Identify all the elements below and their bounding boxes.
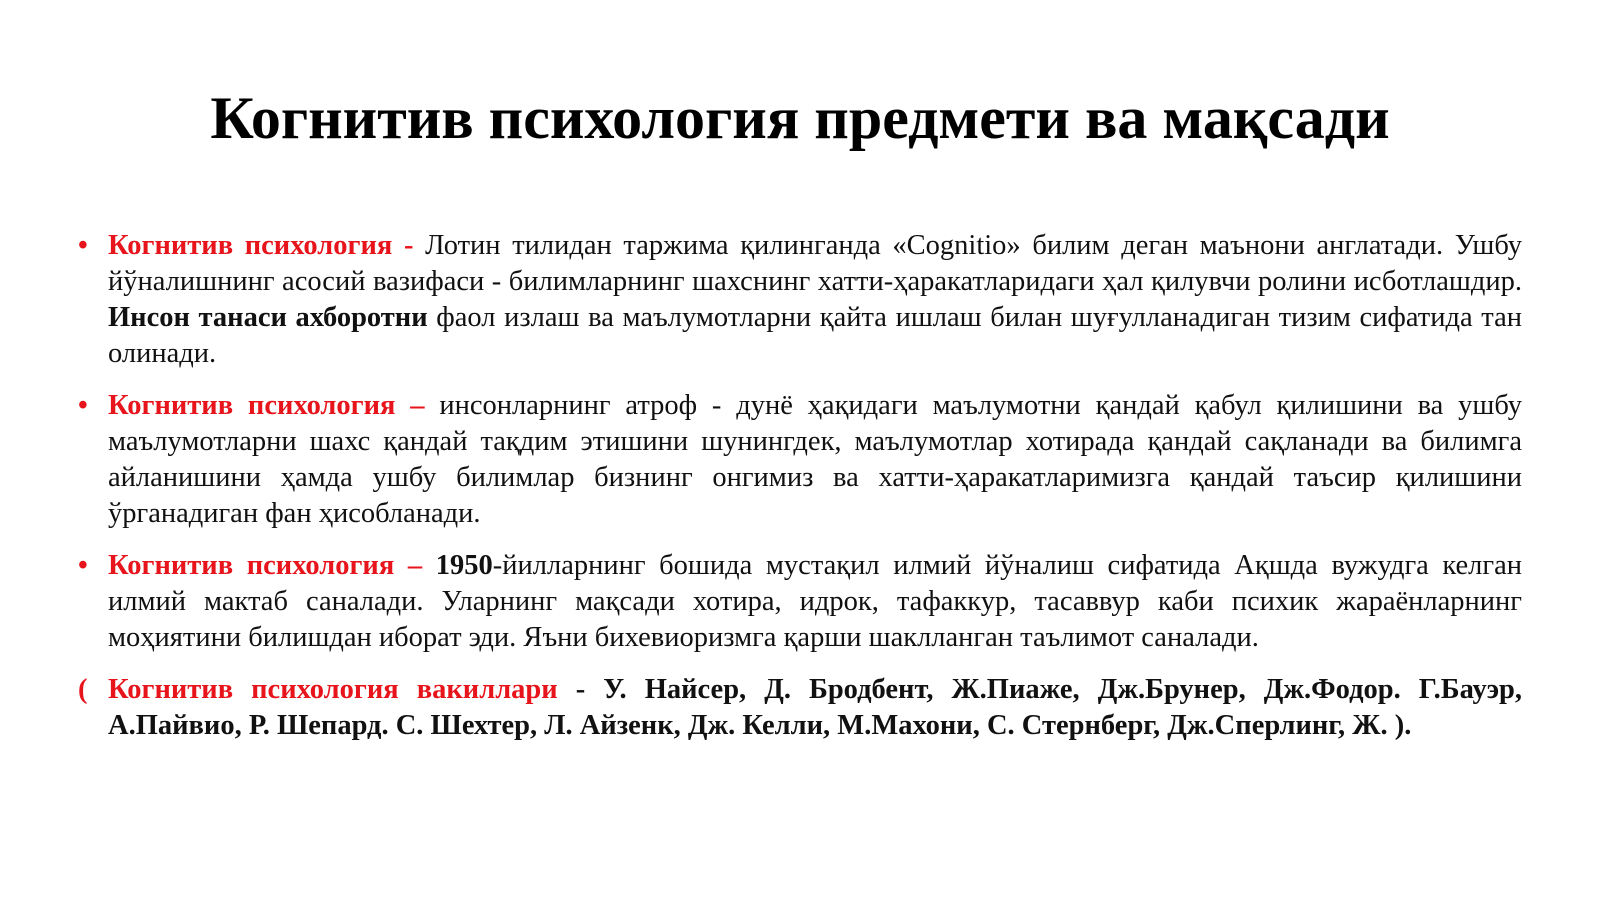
bullet-term: Когнитив психология bbox=[108, 550, 395, 581]
representatives-note bbox=[78, 672, 1522, 744]
note-text: - У. Найсер, Д. Бродбент, Ж.Пиаже, Дж.Брунер, Дж.Фодор. Г.Бауэр, А.Пайвио, Р. Шепард. С. Шехтер, Л. Айзенк, Дж. Келли, М.Махони, С. Стернберг, Дж.Сперлинг, Ж. ). bbox=[108, 674, 1522, 741]
bullet-dot-icon: • bbox=[78, 550, 88, 581]
bullet-item bbox=[78, 228, 1522, 372]
bullet-text: -йилларнинг бошида мустақил илмий йўналиш сифатида Ақшда вужудга келган илмий мактаб саналади. Уларнинг мақсади хотира, идрок, тафаккур, тасаввур каби психик жараёнларнинг моҳиятини билишдан иборат эди. Яъни бихевиоризмга қарши шаклланган таълимот саналади. bbox=[108, 550, 1523, 653]
bullet-dot-icon: • bbox=[78, 390, 88, 421]
bullet-text: фаол излаш ва маълумотларни қайта ишлаш билан шуғулланадиган тизим сифатида тан олинади. bbox=[108, 302, 1523, 369]
note-term: Когнитив психология вакиллари bbox=[108, 674, 558, 705]
bullet-dash: – bbox=[407, 550, 423, 581]
bullet-item bbox=[78, 388, 1522, 532]
slide-content bbox=[78, 228, 1522, 744]
bullet-text: Лотин тилидан таржима қилинганда «Cognitio» билим деган маънони англатади. Ушбу йўналишнинг асосий вазифаси - билимларнинг шахснинг хатти-ҳаракатларидаги ҳал қилувчи ролини исботлашдир. bbox=[108, 230, 1523, 297]
slide-title: Когнитив психология предмети ва мақсади bbox=[210, 85, 1390, 151]
bullet-bold-text: Инсон танаси ахборотни bbox=[108, 302, 428, 333]
bullet-text: инсонларнинг атроф - дунё ҳақидаги маълумотни қандай қабул қилишини ва ушбу маълумотларни шахс қандай тақдим этишини шунингдек, маълумотлар хотирада қандай сақланади ва билимга айланишини ҳамда ушбу билимлар бизнинг онгимиз ва хатти-ҳаракатларимизга қандай таъсир қилишини ўрганадиган фан ҳисобланади. bbox=[108, 390, 1523, 529]
bullet-bold-year: 1950 bbox=[435, 550, 493, 581]
bullet-term: Когнитив психология bbox=[108, 390, 396, 421]
bullet-dot-icon: • bbox=[78, 230, 88, 261]
note-open-paren: ( bbox=[78, 674, 88, 705]
bullet-dash: – bbox=[410, 390, 425, 421]
bullet-dash: - bbox=[403, 230, 414, 261]
bullet-term: Когнитив психология bbox=[108, 230, 393, 261]
bullet-item bbox=[78, 548, 1522, 656]
